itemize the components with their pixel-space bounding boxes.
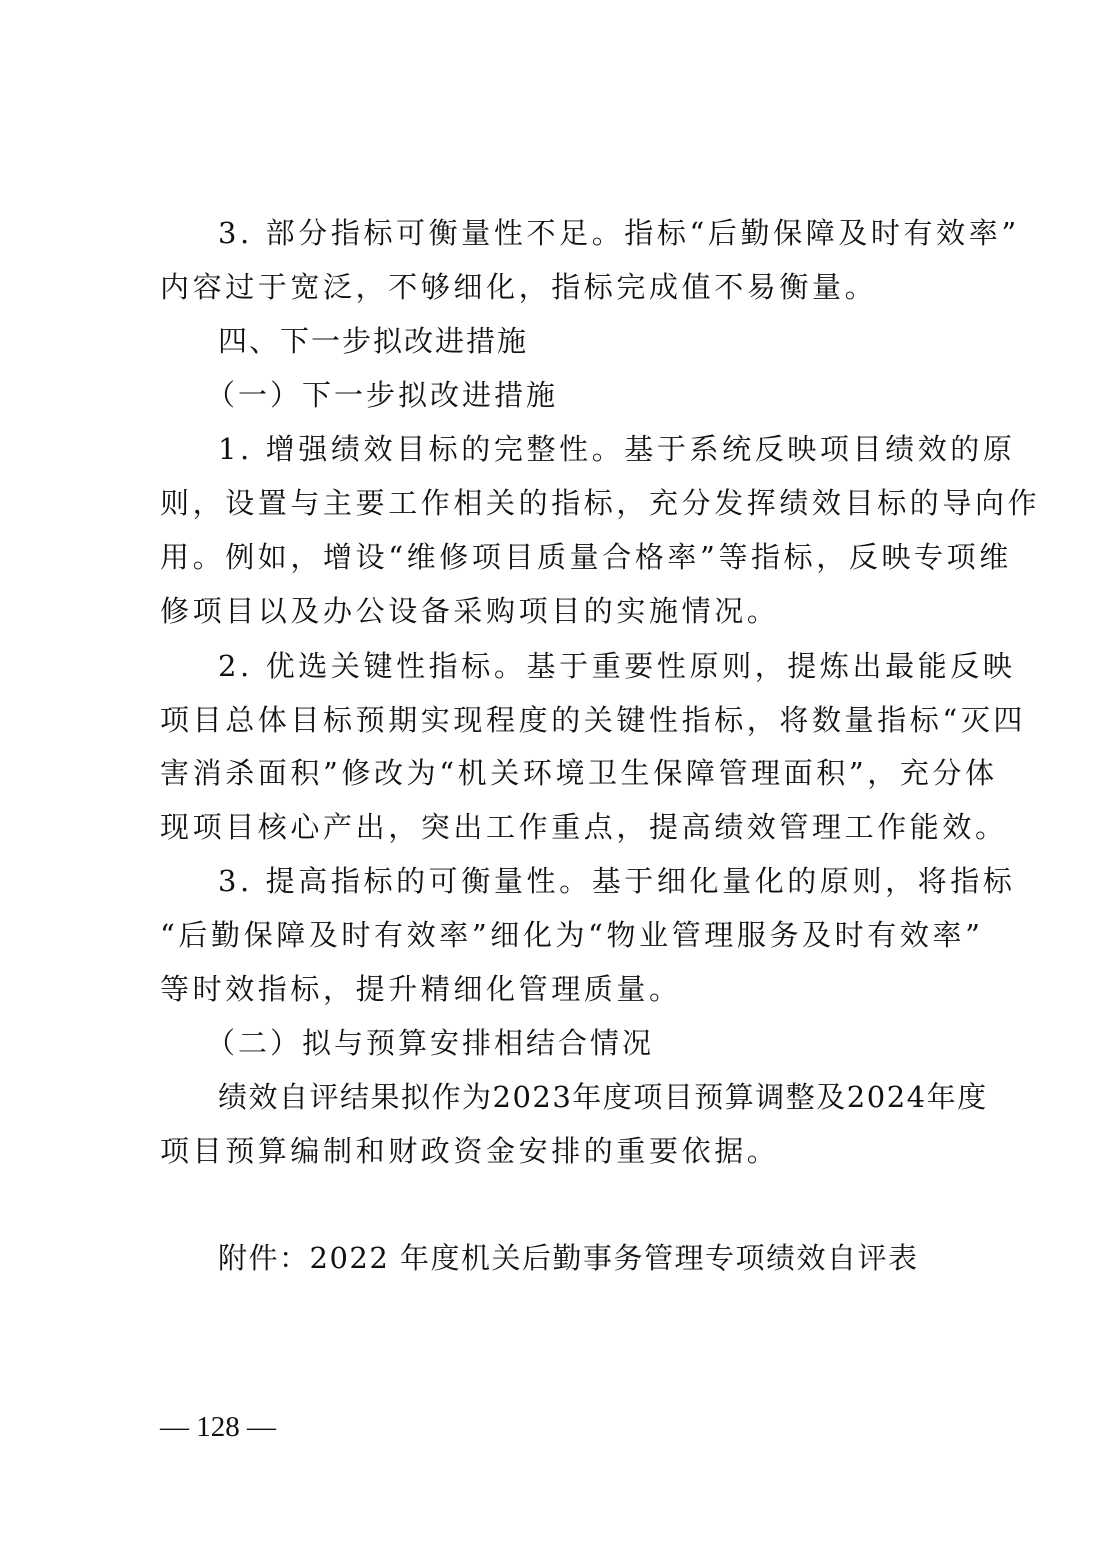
page-number: — 128 — [160,1411,276,1443]
paragraph-measure-2-line-1: 2. 优选关键性指标。基于重要性原则，提炼出最能反映 [218,649,1016,683]
subsection-heading-1: （一）下一步拟改进措施 [206,378,559,412]
paragraph-measure-3-line-3: 等时效指标，提升精细化管理质量。 [160,972,682,1006]
paragraph-budget-line-1: 绩效自评结果拟作为2023年度项目预算调整及2024年度 [218,1080,988,1114]
paragraph-measure-1-line-3: 用。例如，增设“维修项目质量合格率”等指标，反映专项维 [160,540,1012,574]
paragraph-measure-1-line-1: 1. 增强绩效目标的完整性。基于系统反映项目绩效的原 [218,432,1016,466]
paragraph-budget-line-2: 项目预算编制和财政资金安排的重要依据。 [160,1134,780,1168]
paragraph-measure-2-line-4: 现项目核心产出，突出工作重点，提高绩效管理工作能效。 [160,810,1008,844]
attachment-note: 附件：2022 年度机关后勤事务管理专项绩效自评表 [218,1241,919,1275]
paragraph-problem-3-line-1: 3. 部分指标可衡量性不足。指标“后勤保障及时有效率” [218,216,1020,250]
paragraph-measure-2-line-3: 害消杀面积”修改为“机关环境卫生保障管理面积”，充分体 [160,756,998,790]
paragraph-measure-3-line-2: “后勤保障及时有效率”细化为“物业管理服务及时有效率” [160,918,984,952]
section-heading: 四、下一步拟改进措施 [218,324,529,358]
paragraph-problem-3-line-2: 内容过于宽泛，不够细化，指标完成值不易衡量。 [160,270,878,304]
subsection-heading-2: （二）拟与预算安排相结合情况 [206,1026,655,1060]
paragraph-measure-1-line-2: 则，设置与主要工作相关的指标，充分发挥绩效目标的导向作 [160,486,1041,520]
paragraph-measure-2-line-2: 项目总体目标预期实现程度的关键性指标，将数量指标“灭四 [160,703,1027,737]
paragraph-measure-3-line-1: 3. 提高指标的可衡量性。基于细化量化的原则，将指标 [218,864,1016,898]
paragraph-measure-1-line-4: 修项目以及办公设备采购项目的实施情况。 [160,594,780,628]
